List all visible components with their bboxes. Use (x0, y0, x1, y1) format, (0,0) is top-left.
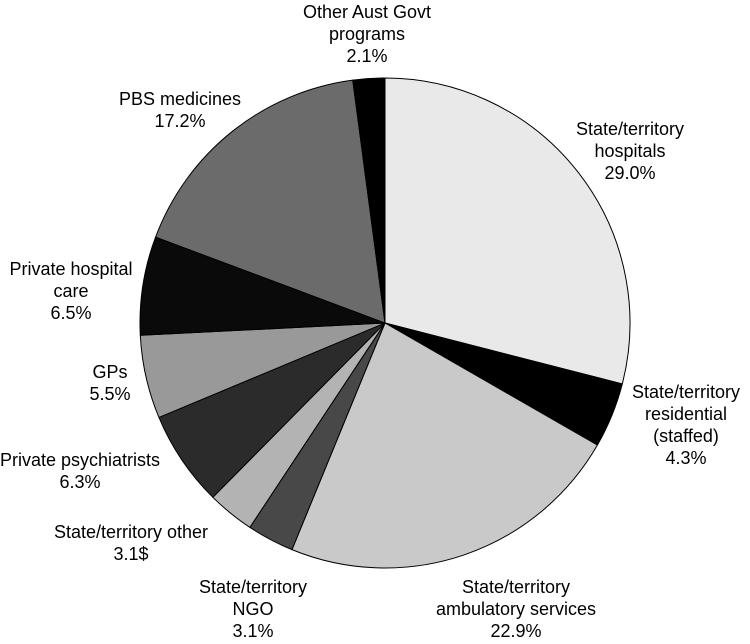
slice-label-private-hospital-care (9, 258, 132, 324)
slice-label-line: 2.1% (346, 46, 388, 66)
slice-label-line: State/territory (461, 577, 571, 597)
slice-label-private-psychiatrists (0, 449, 160, 493)
slice-label-line: 4.3% (665, 448, 707, 468)
slice-label-line: NGO (232, 599, 274, 619)
slice-label-line: (staffed) (653, 426, 719, 446)
slice-label-state-territory-ngo (199, 576, 307, 642)
pie-slices-group (140, 78, 630, 568)
slice-label-line: PBS medicines (118, 89, 242, 109)
slice-label-line: GPs (92, 362, 128, 382)
slice-label-state-territory-ambulatory-services (436, 576, 596, 642)
slice-label-line: State/territory (198, 577, 308, 597)
slice-label-line: Private psychiatrists (0, 450, 161, 470)
slice-label-line: State/territory other (53, 522, 209, 542)
slice-label-line: 29.0% (604, 163, 656, 183)
slice-label-line: Private hospital (9, 259, 133, 279)
slice-label-line: programs (328, 24, 406, 44)
slice-label-line: care (53, 281, 89, 301)
slice-label-state-territory-residential-staffed (632, 381, 740, 469)
slice-label-gps (89, 361, 130, 405)
slice-label-line: 3.1$ (113, 544, 149, 564)
slice-label-line: residential (644, 404, 728, 424)
slice-label-state-territory-other (54, 521, 208, 565)
slice-label-line: 17.2% (154, 111, 206, 131)
slice-label-line: 3.1% (232, 621, 274, 641)
slice-label-line: 5.5% (89, 384, 131, 404)
slice-label-line: 6.3% (59, 472, 101, 492)
slice-label-line: State/territory (631, 382, 741, 402)
slice-label-pbs-medicines (119, 88, 241, 132)
slice-label-line: Other Aust Govt (302, 2, 432, 22)
slice-label-line: 22.9% (490, 621, 542, 641)
slice-label-other-aust-govt-programs (303, 1, 431, 67)
slice-label-line: 6.5% (50, 303, 92, 323)
slice-label-state-territory-hospitals (576, 118, 684, 184)
slice-label-line: State/territory (575, 119, 685, 139)
slice-label-line: hospitals (594, 141, 666, 161)
slice-label-line: ambulatory services (435, 599, 597, 619)
